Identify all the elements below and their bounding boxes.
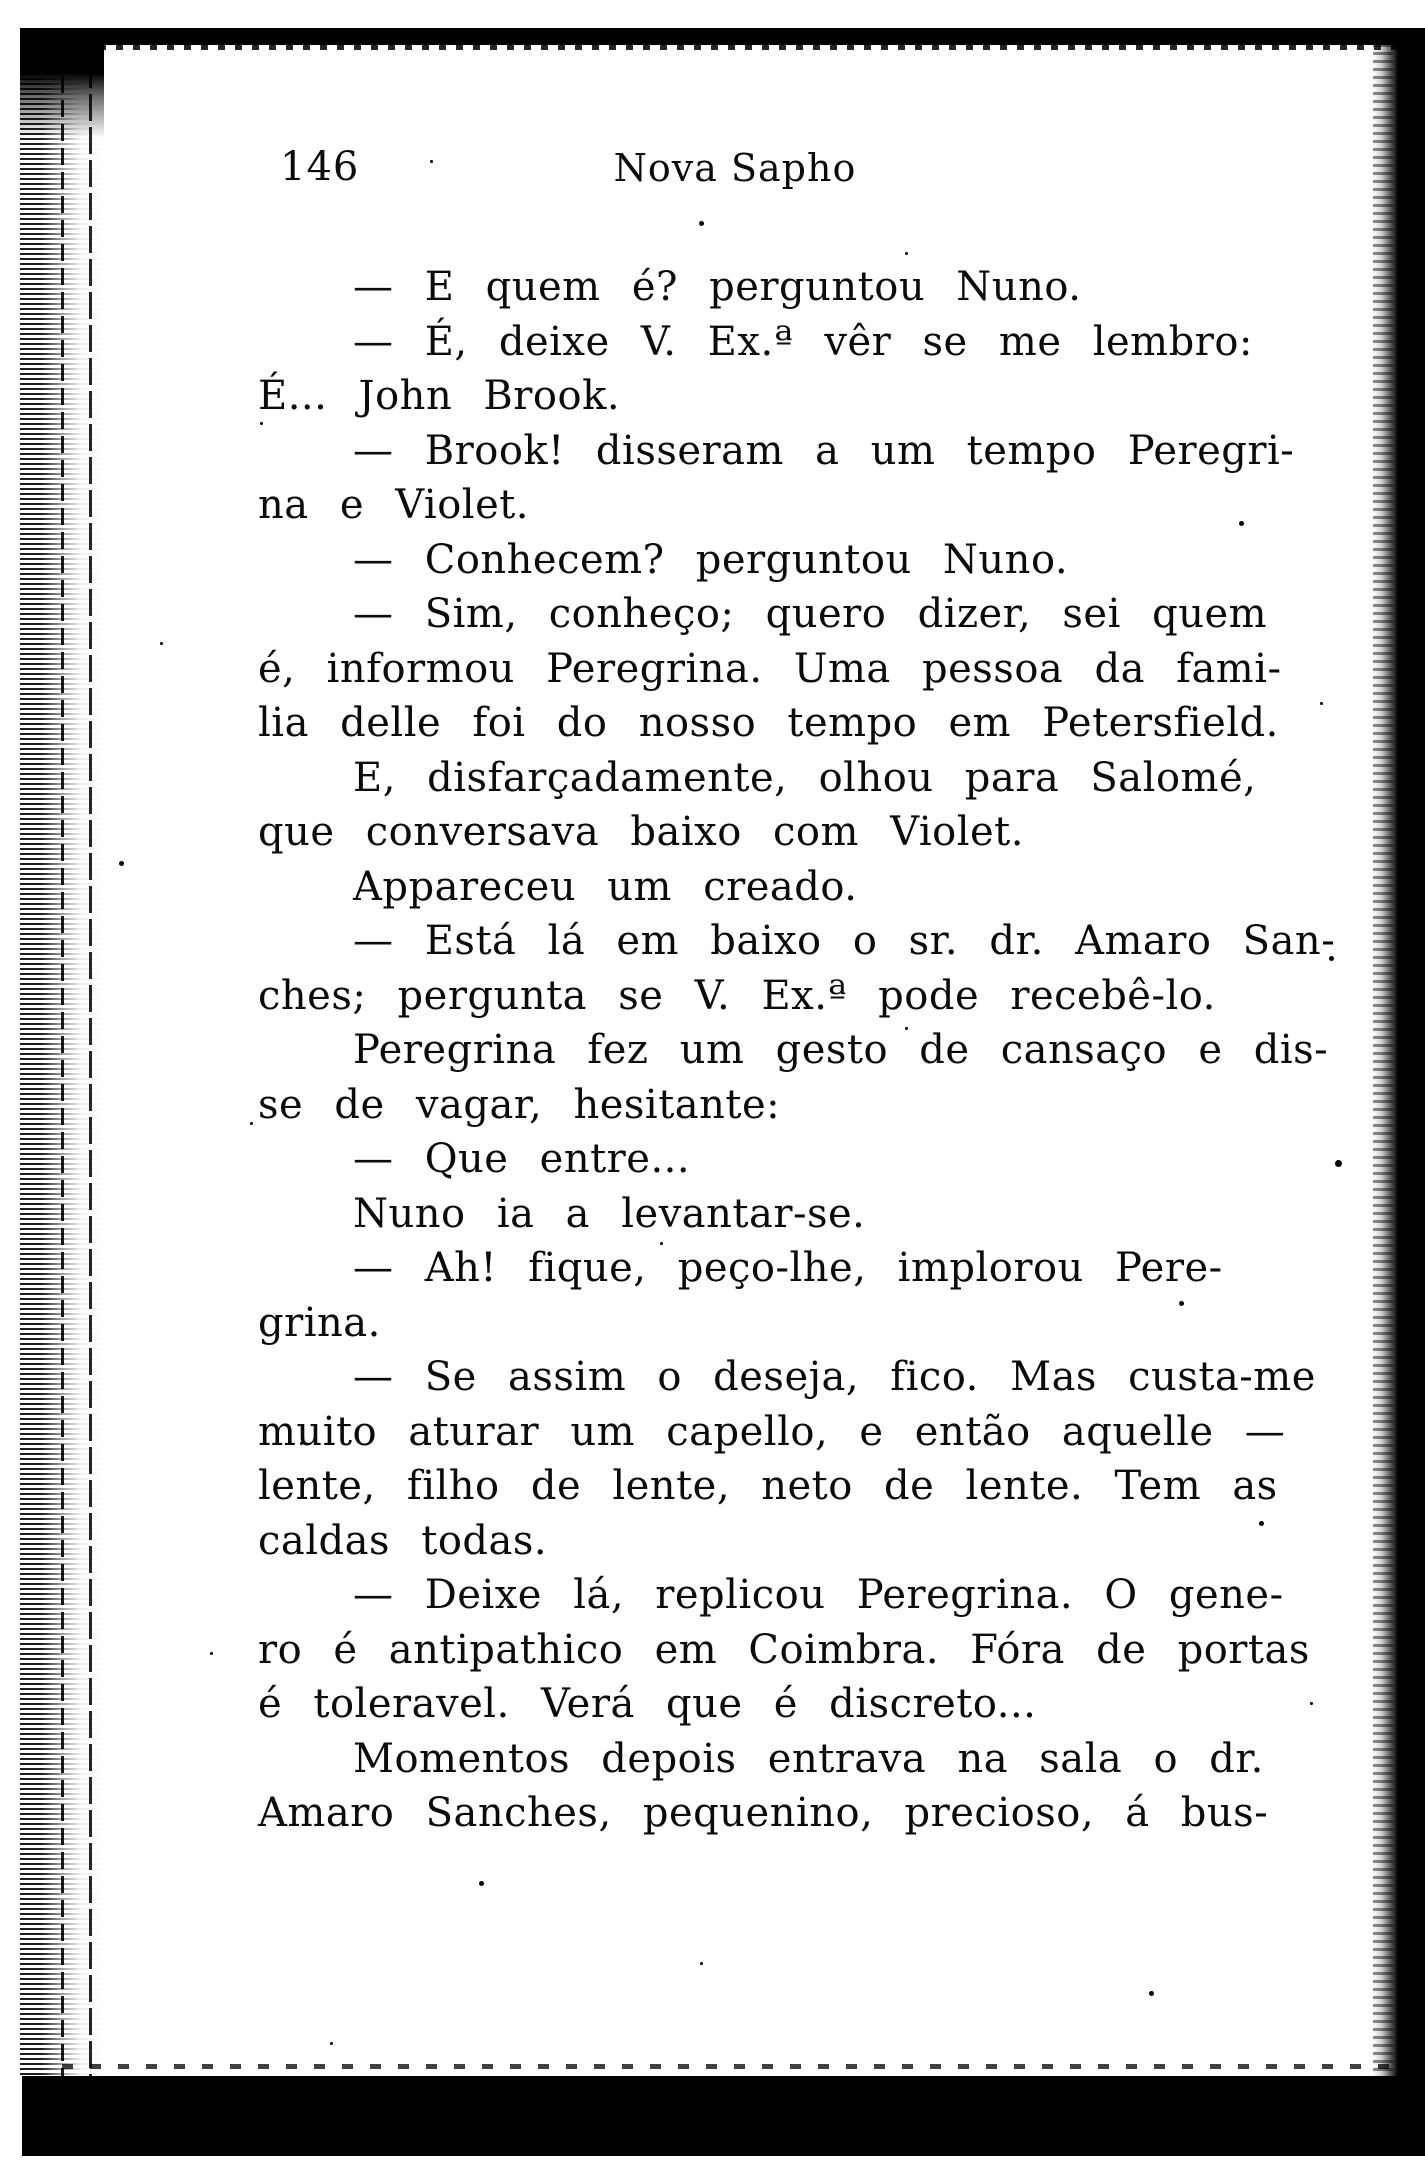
scan-edge-right	[1373, 28, 1425, 2076]
text-line: grina.	[258, 1299, 381, 1346]
page-crease-line	[61, 28, 64, 2076]
text-line: É... John Brook.	[258, 373, 621, 419]
text-line: — Que entre...	[353, 1136, 691, 1182]
binding-edge-left	[20, 28, 104, 2076]
text-line: E, disfarçadamente, olhou para Salomé,	[353, 754, 1257, 801]
text-line: é, informou Peregrina. Uma pessoa da fami-	[258, 645, 1282, 692]
text-line: — É, deixe V. Ex.ª vêr se me lembro:	[353, 318, 1253, 365]
text-line: — Deixe lá, replicou Peregrina. O gene-	[353, 1572, 1284, 1618]
scan-edge-top	[22, 28, 1425, 45]
page-number: 146	[280, 144, 360, 190]
text-line: Nuno ia a levantar-se.	[353, 1190, 866, 1237]
text-line: ches; pergunta se V. Ex.ª pode recebê-lo.	[258, 972, 1216, 1019]
text-line: — Ah! fique, peço-lhe, implorou Pere-	[353, 1245, 1223, 1291]
text-line: que conversava baixo com Violet.	[258, 809, 1024, 855]
text-line: Appareceu um creado.	[353, 863, 858, 910]
text-line: Peregrina fez um gesto de cansaço e dis-	[353, 1027, 1329, 1073]
text-line: muito aturar um capello, e então aquelle —	[258, 1408, 1286, 1455]
text-line: lia delle foi do nosso tempo em Petersfield.	[258, 700, 1279, 746]
scan-specks	[430, 160, 433, 163]
page-body	[258, 260, 1336, 1841]
text-line: é toleravel. Verá que é discreto...	[258, 1681, 1037, 1727]
scan-corner-blob	[20, 28, 104, 138]
page-crease-line	[89, 28, 92, 2076]
text-line: ro é antipathico em Coimbra. Fóra de portas	[258, 1626, 1310, 1673]
text-line: — Sim, conheço; quero dizer, sei quem	[353, 591, 1268, 637]
scan-edge-bottom	[22, 2076, 1425, 2156]
text-line: se de vagar, hesitante:	[258, 1081, 781, 1128]
text-line: caldas todas.	[258, 1517, 548, 1564]
text-line: Amaro Sanches, pequenino, precioso, á bus-	[258, 1790, 1269, 1836]
text-line: — Conhecem? perguntou Nuno.	[353, 536, 1069, 583]
text-line: — Brook! disseram a um tempo Peregri-	[353, 427, 1295, 474]
text-line: na e Violet.	[258, 482, 530, 528]
text-line: — E quem é? perguntou Nuno.	[353, 264, 1082, 310]
text-line: — Está lá em baixo o sr. dr. Amaro San-	[353, 918, 1336, 964]
text-line: Momentos depois entrava na sala o dr.	[353, 1735, 1264, 1782]
text-line: — Se assim o deseja, fico. Mas custa-me	[353, 1354, 1316, 1400]
running-title: Nova Sapho	[613, 146, 857, 190]
text-line: lente, filho de lente, neto de lente. Tem as	[258, 1463, 1278, 1509]
